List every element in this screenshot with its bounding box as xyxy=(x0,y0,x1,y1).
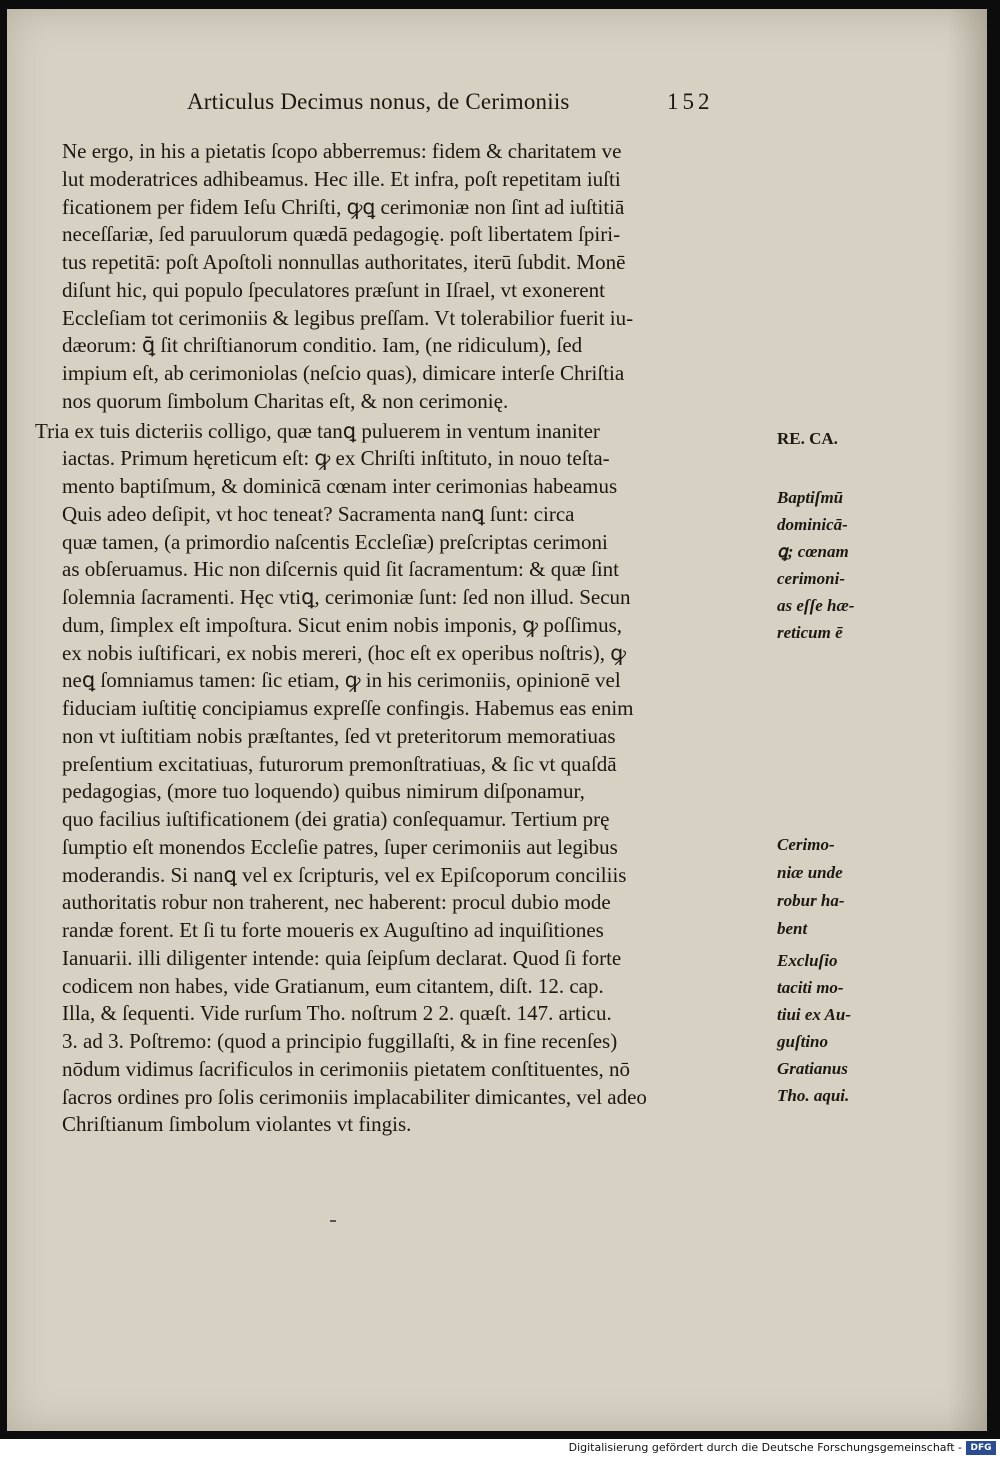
text-line: neꝗ ſomniamus tamen: ſic etiam, ꝙ in his cerimoniis, opinionē vel xyxy=(62,668,621,692)
text-line: preſentium excitatiuas, futurorum premonſtratiuas, & ſic vt quaſdā xyxy=(62,752,617,776)
marginal-note-line: Excluſio xyxy=(777,951,838,970)
text-line: as obſeruamus. Hic non diſcernis quid ſit ſacramentum: & quæ ſint xyxy=(62,557,619,581)
marginal-note-line: bent xyxy=(777,919,808,938)
text-line: moderandis. Si nanꝗ vel ex ſcripturis, vel ex Epiſcoporum conciliis xyxy=(62,863,627,887)
text-line: dum, ſimplex eſt impoſtura. Sicut enim nobis imponis, ꝙ poſſimus, xyxy=(62,613,623,637)
text-line: codicem non habes, vide Gratianum, eum citantem, diſt. 12. cap. xyxy=(62,974,604,998)
text-line: diſunt hic, qui populo ſpeculatores præſunt in Iſrael, vt exonerent xyxy=(62,278,605,302)
marginal-note-line: Baptiſmū xyxy=(777,488,844,507)
text-line: Quis adeo deſipit, vt hoc teneat? Sacramenta nanꝗ ſunt: circa xyxy=(62,502,575,526)
page-number: 152 xyxy=(667,89,714,114)
text-line: ſumptio eſt monendos Eccleſie patres, ſuper cerimoniis aut legibus xyxy=(62,835,618,859)
text-line: 3. ad 3. Poſtremo: (quod a principio fuggillaſti, & in fine recenſes) xyxy=(62,1029,618,1053)
text-line: quæ tamen, (a primordio naſcentis Eccleſiæ) preſcriptas cerimoni xyxy=(62,530,608,554)
text-line: randæ forent. Et ſi tu forte moueris ex Auguſtino ad inquiſitiones xyxy=(62,918,604,942)
marginal-note-line: ꝗ; cœnam xyxy=(777,542,849,561)
marginal-note-line: niæ unde xyxy=(777,863,843,882)
text-line: dæorum: ꝗ̄ ſit chriſtianorum conditio. Iam, (ne ridiculum), ſed xyxy=(62,333,583,357)
text-line: mento baptiſmum, & dominicā cœnam inter cerimonias habeamus xyxy=(62,474,618,498)
text-line: tus repetitā: poſt Apoſtoli nonnullas authoritates, iterū ſubdit. Monē xyxy=(62,250,626,274)
marginal-note-line: dominicā- xyxy=(777,515,848,534)
text-line: Chriſtianum ſimbolum violantes vt fingis. xyxy=(62,1112,412,1136)
text-line: quo facilius iuſtificationem (dei gratia) conſequamur. Tertium prę xyxy=(62,807,610,831)
book-page xyxy=(7,9,987,1431)
text-line: nos quorum ſimbolum Charitas eſt, & non cerimonię. xyxy=(62,389,509,413)
text-line: ficationem per fidem Ieſu Chriſti, ꝙꝗ cerimoniæ non ſint ad iuſtitiā xyxy=(62,195,625,219)
marginal-note-line: Cerimo- xyxy=(777,835,835,854)
text-line: Eccleſiam tot cerimoniis & legibus preſſam. Vt tolerabilior fuerit iu- xyxy=(62,306,634,330)
marginal-note-line: cerimoni- xyxy=(777,569,845,588)
text-line: non vt iuſtitiam nobis præſtantes, ſed vt preteritorum memoratiuas xyxy=(62,724,616,748)
text-line: ex nobis iuſtificari, ex nobis mereri, (hoc eſt ex operibus noſtris), ꝙ xyxy=(62,641,626,665)
marginal-note-exclusio xyxy=(777,947,897,1109)
running-title: Articulus Decimus nonus, de Cerimoniis xyxy=(187,89,570,114)
text-line: Ne ergo, in his a pietatis ſcopo abberremus: fidem & charitatem ve xyxy=(62,139,622,163)
text-line: Illa, & ſequenti. Vide rurſum Tho. noſtrum 2 2. quæſt. 147. articu. xyxy=(62,1001,612,1025)
marginal-note-reply xyxy=(777,429,897,449)
text-line: neceſſariæ, ſed paruulorum quædā pedagogię. poſt libertatem ſpiri- xyxy=(62,222,621,246)
text-line: pedagogias, (more tuo loquendo) quibus nimirum diſponamur, xyxy=(62,779,585,803)
marginal-note-line: guſtino xyxy=(777,1032,829,1051)
marginal-note-line: reticum ē xyxy=(777,623,843,642)
dfg-logo-icon: DFG xyxy=(966,1441,996,1455)
funding-credit: Digitalisierung gefördert durch die Deutsche Forschungsgemeinschaft - xyxy=(568,1441,962,1454)
text-line: ſolemnia ſacramenti. Hęc vtiꝗ, cerimoniæ ſunt: ſed non illud. Secun xyxy=(62,585,631,609)
text-line: fiduciam iuſtitię concipiamus expreſſe confingis. Habemus eas enim xyxy=(62,696,634,720)
marginal-note-line: Tho. aqui. xyxy=(777,1086,850,1105)
text-line: nōdum vidimus ſacrificulos in cerimoniis pietatem conſtituentes, nō xyxy=(62,1057,631,1081)
marginal-note-line: tiui ex Au- xyxy=(777,1005,851,1024)
text-line: iactas. Primum hęreticum eſt: ꝙ ex Chriſti inſtituto, in nouo teſta- xyxy=(62,446,610,470)
marginal-note-baptism xyxy=(777,484,897,646)
text-line: impium eſt, ab cerimoniolas (neſcio quas), dimicare interſe Chriſtia xyxy=(62,361,625,385)
marginal-note-line: as eſſe hæ- xyxy=(777,596,855,615)
printer-mark xyxy=(330,1220,336,1222)
text-line: Ianuarii. illi diligenter intende: quia ſeipſum declarat. Quod ſi forte xyxy=(62,946,622,970)
marginal-note-line: taciti mo- xyxy=(777,978,844,997)
marginal-note-line: Gratianus xyxy=(777,1059,848,1078)
text-line: ſacros ordines pro ſolis cerimoniis implacabiliter dimicantes, vel adeo xyxy=(62,1085,647,1109)
digitization-footer xyxy=(0,1439,1000,1459)
text-line: authoritatis robur non traherent, nec haberent: procul dubio mode xyxy=(62,890,611,914)
marginal-note-line: robur ha- xyxy=(777,891,845,910)
text-line: Tria ex tuis dicteriis colligo, quæ tanꝗ puluerem in ventum inaniter xyxy=(35,419,600,443)
marginal-note-line: RE. CA. xyxy=(777,429,838,448)
text-line: lut moderatrices adhibeamus. Hec ille. Et infra, poſt repetitam iuſti xyxy=(62,167,621,191)
marginal-note-cerimoniae xyxy=(777,831,897,943)
